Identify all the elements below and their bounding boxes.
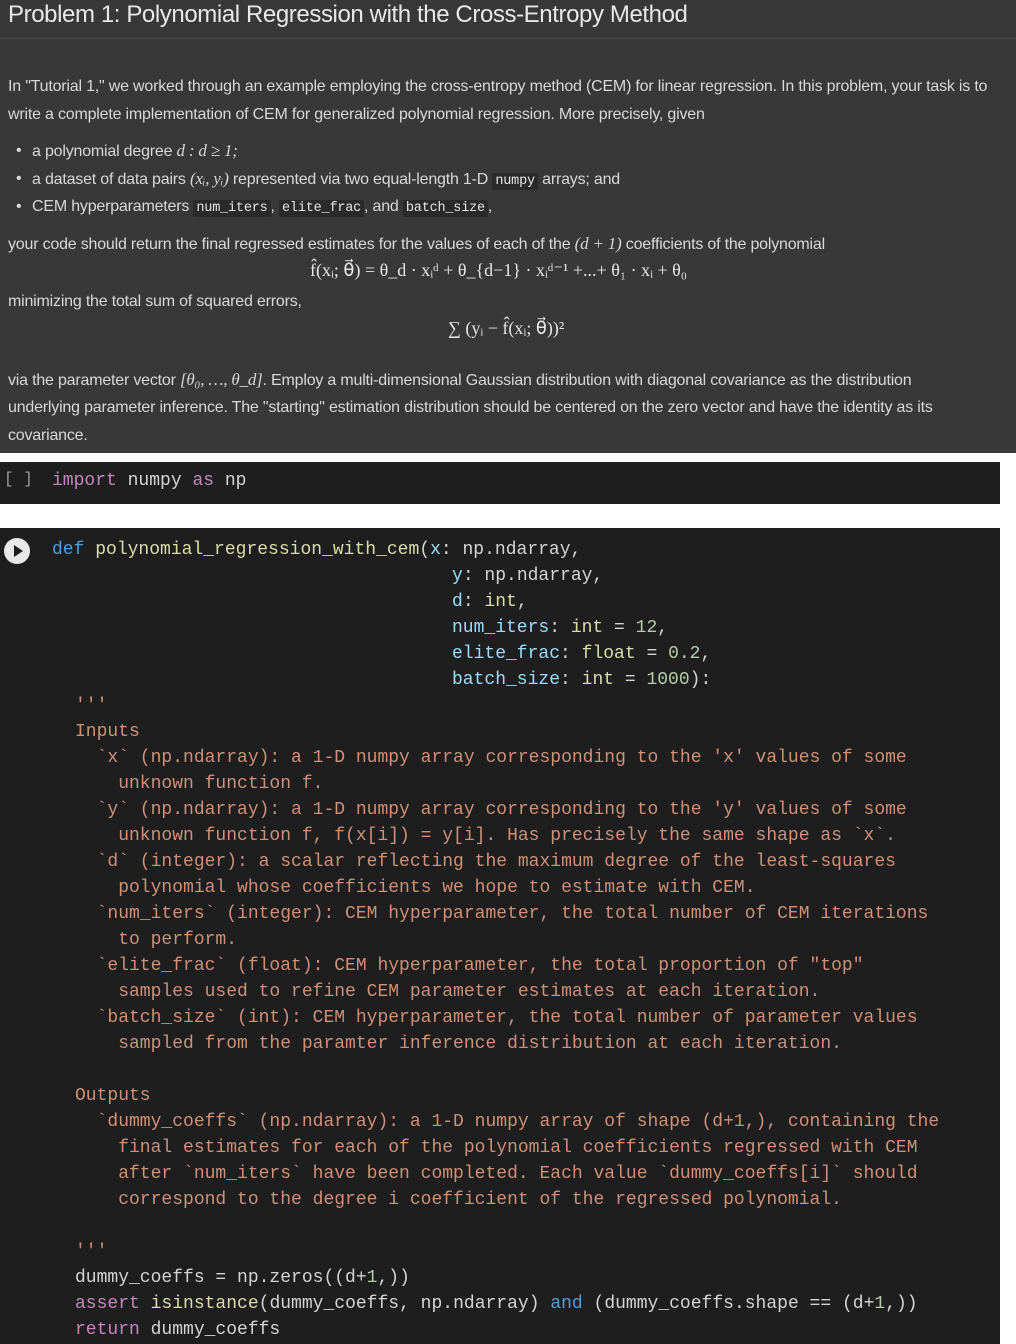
docstring-line: unknown function f, f(x[i]) = y[i]. Has precisely the same shape as `x`.	[75, 826, 896, 846]
markdown-cell[interactable]	[0, 0, 1016, 453]
param-line-1: via the parameter vector [θ₀, …, θ_d]. Employ a multi-dimensional Gaussian distribution with diagonal covariance as the distribution	[8, 370, 912, 389]
docstring-line: `dummy_coeffs` (np.ndarray): a 1-D numpy array of shape (d+1,), containing the	[75, 1112, 940, 1132]
docstring-line: to perform.	[75, 930, 238, 950]
docstring-line: `elite_frac` (float): CEM hyperparameter, the total proportion of "top"	[75, 956, 864, 976]
docstring-line: samples used to refine CEM parameter estimates at each iteration.	[75, 982, 821, 1002]
docstring-line: polynomial whose coefficients we hope to estimate with CEM.	[75, 878, 756, 898]
docstring-line: Inputs	[75, 722, 140, 742]
execution-count[interactable]: [ ]	[4, 470, 33, 488]
run-cell-icon[interactable]	[4, 538, 30, 564]
title-divider	[0, 38, 1016, 39]
minimizing-line: minimizing the total sum of squared errors,	[8, 293, 302, 310]
param-line-3: covariance.	[8, 427, 88, 444]
bullet-degree: • a polynomial degree d : d ≥ 1;	[32, 141, 238, 162]
code-line-param-y: y: np.ndarray,	[452, 566, 604, 586]
code-line-assert: assert isinstance(dummy_coeffs, np.ndarray) and (dummy_coeffs.shape == (d+1,))	[75, 1294, 918, 1314]
code-line-param-elite-frac: elite_frac: float = 0.2,	[452, 644, 712, 664]
docstring-line: `num_iters` (integer): CEM hyperparameter, the total number of CEM iterations	[75, 904, 929, 924]
code-line-param-d: d: int,	[452, 592, 528, 612]
param-line-2: underlying parameter inference. The "starting" estimation distribution should be centered on the zero vector and have the identity as its	[8, 399, 933, 416]
code-line-param-batch-size: batch_size: int = 1000):	[452, 670, 712, 690]
sse-equation: ∑ (yᵢ − f̂(xᵢ; θ⃗))²	[448, 318, 565, 338]
docstring-line: final estimates for each of the polynomial coefficients regressed with CEM	[75, 1138, 918, 1158]
code-cell-function[interactable]	[0, 528, 1000, 1344]
intro-line-1: In "Tutorial 1," we worked through an example employing the cross-entropy method (CEM) for linear regression. In this problem, your task is to	[8, 78, 988, 95]
docstring-line: correspond to the degree i coefficient of the regressed polynomial.	[75, 1190, 842, 1210]
docstring-line: `d` (integer): a scalar reflecting the maximum degree of the least-squares	[75, 852, 896, 872]
bullet-hyperparameters: • CEM hyperparameters num_iters , elite_frac , and batch_size ,	[32, 197, 492, 219]
code-cell-import[interactable]	[0, 462, 1000, 504]
docstring-line: unknown function f.	[75, 774, 324, 794]
bullet-dataset: • a dataset of data pairs (xᵢ, yᵢ) represented via two equal-length 1-D numpy arrays; and	[32, 169, 620, 192]
docstring-line: Outputs	[75, 1086, 151, 1106]
docstring-line: `y` (np.ndarray): a 1-D numpy array corresponding to the 'y' values of some	[75, 800, 907, 820]
return-line: your code should return the final regressed estimates for the values of each of the (d + 1) coefficients of the polynomial	[8, 234, 825, 253]
docstring-line: sampled from the paramter inference distribution at each iteration.	[75, 1034, 842, 1054]
import-line[interactable]: import numpy as np	[52, 471, 247, 491]
intro-line-2: write a complete implementation of CEM for generalized polynomial regression. More precisely, given	[8, 106, 705, 123]
polynomial-equation: f̂(xᵢ; θ⃗) = θ_d · xᵢᵈ + θ_{d−1} · xᵢᵈ⁻¹ +...+ θ₁ · xᵢ + θ₀	[310, 260, 688, 280]
docstring-open: '''	[75, 696, 108, 716]
docstring-line: after `num_iters` have been completed. Each value `dummy_coeffs[i]` should	[75, 1164, 918, 1184]
docstring-line: `x` (np.ndarray): a 1-D numpy array corresponding to the 'x' values of some	[75, 748, 907, 768]
docstring-close: '''	[75, 1242, 108, 1262]
code-line-return: return dummy_coeffs	[75, 1320, 281, 1340]
problem-title: Problem 1: Polynomial Regression with the Cross-Entropy Method	[8, 1, 688, 28]
code-line-param-num-iters: num_iters: int = 12,	[452, 618, 669, 638]
code-line-def: def polynomial_regression_with_cem(x: np.ndarray,	[52, 540, 582, 560]
docstring-line: `batch_size` (int): CEM hyperparameter, the total number of parameter values	[75, 1008, 918, 1028]
code-line-zeros: dummy_coeffs = np.zeros((d+1,))	[75, 1268, 410, 1288]
